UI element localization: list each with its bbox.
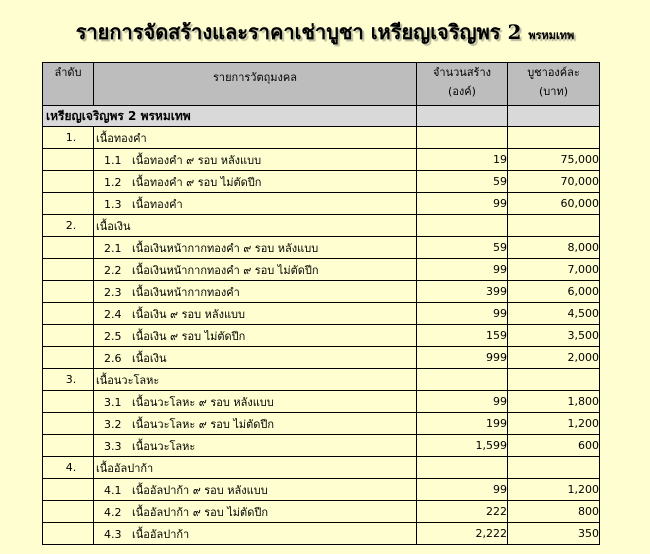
category-qty-cell [417, 215, 508, 237]
group-title: เหรียญเจริญพร 2 พรหมเทพ [43, 106, 417, 127]
category-price-cell [508, 369, 600, 391]
item-price: 7,000 [508, 259, 600, 281]
item-name: เนื้อเงิน ๙ รอบ หลังแบบ [132, 307, 245, 321]
item-row [43, 149, 600, 171]
item-price: 6,000 [508, 281, 600, 303]
item-price: 3,500 [508, 325, 600, 347]
item-code: 1.1 [104, 153, 122, 167]
item-price: 8,000 [508, 237, 600, 259]
item-code: 2.2 [104, 263, 122, 277]
item-name: เนื้อทองคำ ๙ รอบ ไม่ตัดปีก [132, 175, 262, 189]
item-qty: 19 [417, 149, 508, 171]
item-price: 4,500 [508, 303, 600, 325]
category-name: เนื้อนวะโลหะ [94, 369, 417, 391]
item-name-cell [94, 303, 417, 325]
item-number-cell [43, 479, 94, 501]
item-number-cell [43, 391, 94, 413]
item-number-cell [43, 303, 94, 325]
category-qty-cell [417, 457, 508, 479]
table-header-row [43, 63, 600, 106]
item-name-cell [94, 435, 417, 457]
item-name: เนื้ออัลปาก้า ๙ รอบ ไม่ตัดปีก [132, 505, 268, 519]
item-qty: 99 [417, 303, 508, 325]
item-name: เนื้ออัลปาก้า ๙ รอบ หลังแบบ [132, 483, 268, 497]
item-name: เนื้อเงินหน้ากากทองคำ [132, 285, 240, 299]
item-name: เนื้อทองคำ [132, 197, 183, 211]
header-price-line1: บูชาองค์ละ [527, 66, 580, 79]
category-row [43, 457, 600, 479]
category-number: 3. [43, 369, 94, 391]
item-row [43, 193, 600, 215]
item-qty: 1,599 [417, 435, 508, 457]
item-qty: 399 [417, 281, 508, 303]
item-code: 2.6 [104, 351, 122, 365]
category-qty-cell [417, 127, 508, 149]
category-qty-cell [417, 369, 508, 391]
item-number-cell [43, 281, 94, 303]
category-price-cell [508, 127, 600, 149]
item-number-cell [43, 501, 94, 523]
item-code: 4.3 [104, 527, 122, 541]
category-price-cell [508, 215, 600, 237]
category-number: 1. [43, 127, 94, 149]
item-qty: 99 [417, 391, 508, 413]
item-name: เนื้อนวะโลหะ ๙ รอบ ไม่ตัดปีก [132, 417, 275, 431]
item-code: 1.2 [104, 175, 122, 189]
item-row [43, 347, 600, 369]
item-code: 2.4 [104, 307, 122, 321]
category-row [43, 127, 600, 149]
item-name-cell [94, 391, 417, 413]
item-name: เนื้อนวะโลหะ [132, 439, 196, 453]
item-code: 4.1 [104, 483, 122, 497]
group-row [43, 106, 600, 127]
item-row [43, 501, 600, 523]
header-name: รายการวัตถุมงคล [94, 63, 417, 106]
item-row [43, 391, 600, 413]
item-price: 1,800 [508, 391, 600, 413]
item-name-cell [94, 413, 417, 435]
category-name: เนื้อเงิน [94, 215, 417, 237]
item-code: 2.5 [104, 329, 122, 343]
item-code: 3.3 [104, 439, 122, 453]
category-number: 4. [43, 457, 94, 479]
item-name-cell [94, 501, 417, 523]
item-row [43, 479, 600, 501]
item-name: เนื้ออัลปาก้า [132, 527, 190, 541]
item-row [43, 281, 600, 303]
item-price: 70,000 [508, 171, 600, 193]
item-number-cell [43, 347, 94, 369]
header-qty-line1: จำนวนสร้าง [432, 66, 491, 79]
item-qty: 99 [417, 259, 508, 281]
item-name: เนื้อเงิน [132, 351, 167, 365]
item-price: 1,200 [508, 413, 600, 435]
item-number-cell [43, 413, 94, 435]
item-number-cell [43, 325, 94, 347]
item-row [43, 237, 600, 259]
item-number-cell [43, 149, 94, 171]
item-number-cell [43, 171, 94, 193]
item-code: 1.3 [104, 197, 122, 211]
item-qty: 222 [417, 501, 508, 523]
item-number-cell [43, 259, 94, 281]
header-no: ลำดับ [43, 63, 94, 106]
item-name-cell [94, 193, 417, 215]
header-price [508, 63, 600, 106]
item-price: 1,200 [508, 479, 600, 501]
item-row [43, 413, 600, 435]
item-price: 350 [508, 523, 600, 545]
item-name-cell [94, 325, 417, 347]
group-qty-cell [417, 106, 508, 127]
item-name: เนื้อเงิน ๙ รอบ ไม่ตัดปีก [132, 329, 246, 343]
category-price-cell [508, 457, 600, 479]
header-qty [417, 63, 508, 106]
header-price-line2: (บาท) [539, 85, 568, 98]
item-row [43, 303, 600, 325]
item-qty: 199 [417, 413, 508, 435]
item-name-cell [94, 523, 417, 545]
item-name-cell [94, 149, 417, 171]
item-row [43, 435, 600, 457]
item-code: 2.3 [104, 285, 122, 299]
item-qty: 99 [417, 193, 508, 215]
item-price: 2,000 [508, 347, 600, 369]
page-title-suffix: พรหมเทพ [528, 29, 575, 42]
item-qty: 159 [417, 325, 508, 347]
category-row [43, 369, 600, 391]
item-qty: 59 [417, 237, 508, 259]
item-price: 75,000 [508, 149, 600, 171]
item-row [43, 259, 600, 281]
item-code: 3.2 [104, 417, 122, 431]
item-name-cell [94, 347, 417, 369]
item-qty: 59 [417, 171, 508, 193]
item-number-cell [43, 237, 94, 259]
item-name-cell [94, 259, 417, 281]
item-price: 60,000 [508, 193, 600, 215]
item-name: เนื้อทองคำ ๙ รอบ หลังแบบ [132, 153, 262, 167]
item-name-cell [94, 479, 417, 501]
item-name: เนื้อนวะโลหะ ๙ รอบ หลังแบบ [132, 395, 274, 409]
item-qty: 999 [417, 347, 508, 369]
item-name: เนื้อเงินหน้ากากทองคำ ๙ รอบ ไม่ตัดปีก [132, 263, 319, 277]
item-name-cell [94, 281, 417, 303]
item-price: 600 [508, 435, 600, 457]
item-name-cell [94, 171, 417, 193]
item-number-cell [43, 435, 94, 457]
item-code: 3.1 [104, 395, 122, 409]
item-row [43, 523, 600, 545]
item-price: 800 [508, 501, 600, 523]
category-row [43, 215, 600, 237]
item-number-cell [43, 523, 94, 545]
price-table [42, 62, 600, 545]
item-number-cell [43, 193, 94, 215]
page-title-main: รายการจัดสร้างและราคาเช่าบูชา เหรียญเจริญพร 2 [75, 20, 522, 44]
item-qty: 99 [417, 479, 508, 501]
header-qty-line2: (องค์) [448, 85, 476, 98]
group-price-cell [508, 106, 600, 127]
item-qty: 2,222 [417, 523, 508, 545]
category-name: เนื้ออัลปาก้า [94, 457, 417, 479]
page-title [0, 16, 650, 48]
category-name: เนื้อทองคำ [94, 127, 417, 149]
item-code: 2.1 [104, 241, 122, 255]
item-code: 4.2 [104, 505, 122, 519]
category-number: 2. [43, 215, 94, 237]
item-row [43, 325, 600, 347]
item-row [43, 171, 600, 193]
item-name-cell [94, 237, 417, 259]
item-name: เนื้อเงินหน้ากากทองคำ ๙ รอบ หลังแบบ [132, 241, 319, 255]
